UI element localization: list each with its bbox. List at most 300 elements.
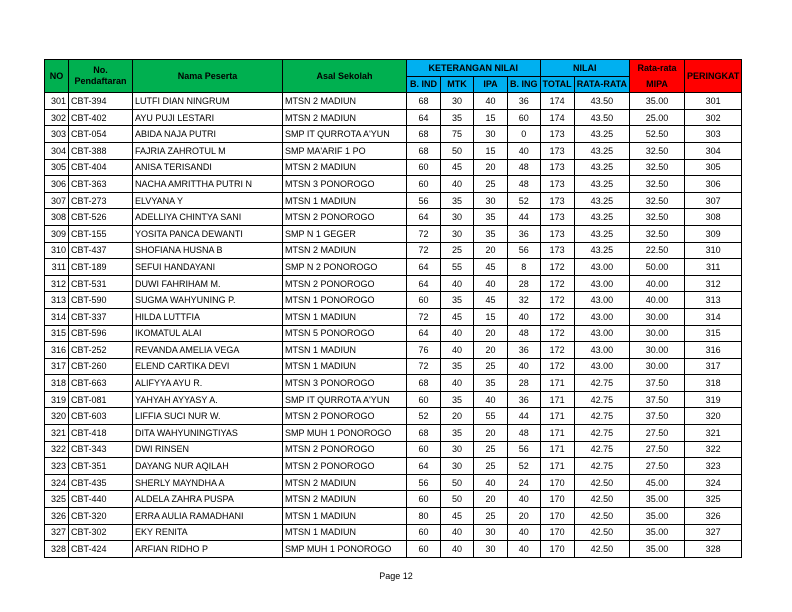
cell-asal-sekolah: SMP IT QURROTA A'YUN [283, 126, 407, 143]
table-row [45, 508, 742, 525]
cell-nama-peserta: DAYANG NUR AQILAH [133, 458, 283, 475]
cell-rata-rata: 43.00 [574, 292, 629, 309]
cell-total: 173 [540, 192, 574, 209]
table-row [45, 458, 742, 475]
table-row [45, 474, 742, 491]
cell-b-ing: 8 [508, 259, 541, 276]
cell-asal-sekolah: SMP MUH 1 PONOROGO [283, 425, 407, 442]
cell-peringkat: 303 [685, 126, 742, 143]
cell-b-ind: 68 [407, 375, 441, 392]
header-nama-peserta: Nama Peserta [133, 60, 283, 93]
table-row [45, 425, 742, 442]
cell-nama-peserta: LUTFI DIAN NINGRUM [133, 93, 283, 110]
cell-mtk: 45 [441, 508, 474, 525]
cell-b-ing: 36 [508, 225, 541, 242]
cell-asal-sekolah: MTSN 2 MADIUN [283, 93, 407, 110]
cell-mtk: 75 [441, 126, 474, 143]
cell-ipa: 45 [474, 292, 508, 309]
cell-b-ind: 68 [407, 93, 441, 110]
cell-no: 328 [45, 541, 69, 558]
cell-nama-peserta: SEFUI HANDAYANI [133, 259, 283, 276]
cell-rata-rata-mipa: 40.00 [630, 292, 685, 309]
cell-no-pendaftaran: CBT-252 [69, 342, 133, 359]
cell-peringkat: 304 [685, 142, 742, 159]
cell-b-ind: 60 [407, 541, 441, 558]
cell-rata-rata-mipa: 32.50 [630, 176, 685, 193]
table-row [45, 524, 742, 541]
cell-mtk: 30 [441, 441, 474, 458]
cell-b-ind: 56 [407, 192, 441, 209]
cell-nama-peserta: ADELLIYA CHINTYA SANI [133, 209, 283, 226]
cell-asal-sekolah: SMP N 2 PONOROGO [283, 259, 407, 276]
cell-peringkat: 312 [685, 275, 742, 292]
cell-asal-sekolah: MTSN 1 MADIUN [283, 308, 407, 325]
cell-total: 171 [540, 391, 574, 408]
cell-no: 321 [45, 425, 69, 442]
cell-total: 171 [540, 425, 574, 442]
cell-mtk: 45 [441, 159, 474, 176]
cell-no-pendaftaran: CBT-663 [69, 375, 133, 392]
header-b-ing: B. ING [508, 76, 541, 93]
cell-rata-rata-mipa: 35.00 [630, 491, 685, 508]
cell-ipa: 40 [474, 275, 508, 292]
cell-rata-rata-mipa: 52.50 [630, 126, 685, 143]
cell-b-ind: 64 [407, 275, 441, 292]
results-table [44, 59, 742, 558]
cell-b-ing: 24 [508, 474, 541, 491]
cell-b-ing: 28 [508, 275, 541, 292]
cell-b-ind: 56 [407, 474, 441, 491]
cell-nama-peserta: REVANDA AMELIA VEGA [133, 342, 283, 359]
cell-rata-rata-mipa: 35.00 [630, 93, 685, 110]
cell-ipa: 25 [474, 441, 508, 458]
cell-peringkat: 328 [685, 541, 742, 558]
cell-no-pendaftaran: CBT-320 [69, 508, 133, 525]
table-row [45, 275, 742, 292]
cell-total: 170 [540, 524, 574, 541]
table-row [45, 109, 742, 126]
cell-rata-rata-mipa: 27.50 [630, 425, 685, 442]
cell-total: 172 [540, 275, 574, 292]
cell-b-ing: 36 [508, 93, 541, 110]
cell-no-pendaftaran: CBT-394 [69, 93, 133, 110]
cell-b-ind: 60 [407, 524, 441, 541]
cell-rata-rata: 43.00 [574, 325, 629, 342]
cell-no-pendaftaran: CBT-363 [69, 176, 133, 193]
cell-b-ing: 52 [508, 192, 541, 209]
cell-total: 173 [540, 209, 574, 226]
cell-asal-sekolah: SMP MA'ARIF 1 PO [283, 142, 407, 159]
cell-no-pendaftaran: CBT-337 [69, 308, 133, 325]
cell-nama-peserta: DUWI FAHRIHAM M. [133, 275, 283, 292]
cell-b-ind: 60 [407, 441, 441, 458]
cell-b-ing: 40 [508, 524, 541, 541]
cell-nama-peserta: SHOFIANA HUSNA B [133, 242, 283, 259]
cell-asal-sekolah: MTSN 1 MADIUN [283, 524, 407, 541]
cell-total: 173 [540, 225, 574, 242]
table-row [45, 308, 742, 325]
cell-ipa: 20 [474, 425, 508, 442]
table-row [45, 126, 742, 143]
cell-ipa: 20 [474, 491, 508, 508]
cell-ipa: 20 [474, 242, 508, 259]
cell-total: 173 [540, 242, 574, 259]
cell-b-ind: 72 [407, 242, 441, 259]
cell-nama-peserta: SUGMA WAHYUNING P. [133, 292, 283, 309]
cell-total: 171 [540, 408, 574, 425]
cell-total: 170 [540, 491, 574, 508]
cell-total: 172 [540, 358, 574, 375]
header-rata-rata: RATA-RATA [574, 76, 629, 93]
cell-rata-rata: 43.25 [574, 159, 629, 176]
cell-no-pendaftaran: CBT-526 [69, 209, 133, 226]
cell-asal-sekolah: MTSN 2 MADIUN [283, 491, 407, 508]
cell-no-pendaftaran: CBT-155 [69, 225, 133, 242]
cell-peringkat: 311 [685, 259, 742, 276]
cell-rata-rata: 42.50 [574, 524, 629, 541]
cell-rata-rata: 43.25 [574, 242, 629, 259]
cell-b-ing: 32 [508, 292, 541, 309]
cell-nama-peserta: IKOMATUL ALAI [133, 325, 283, 342]
cell-no-pendaftaran: CBT-273 [69, 192, 133, 209]
cell-no-pendaftaran: CBT-054 [69, 126, 133, 143]
cell-b-ing: 48 [508, 159, 541, 176]
cell-no: 305 [45, 159, 69, 176]
cell-rata-rata: 42.75 [574, 408, 629, 425]
cell-b-ind: 60 [407, 292, 441, 309]
cell-no: 313 [45, 292, 69, 309]
cell-rata-rata: 42.75 [574, 391, 629, 408]
cell-b-ind: 60 [407, 159, 441, 176]
cell-peringkat: 317 [685, 358, 742, 375]
cell-b-ind: 76 [407, 342, 441, 359]
cell-no-pendaftaran: CBT-440 [69, 491, 133, 508]
cell-b-ing: 48 [508, 425, 541, 442]
cell-peringkat: 315 [685, 325, 742, 342]
cell-total: 172 [540, 259, 574, 276]
cell-mtk: 50 [441, 142, 474, 159]
cell-peringkat: 310 [685, 242, 742, 259]
cell-ipa: 25 [474, 176, 508, 193]
cell-rata-rata-mipa: 32.50 [630, 142, 685, 159]
cell-rata-rata-mipa: 32.50 [630, 159, 685, 176]
cell-mtk: 25 [441, 242, 474, 259]
cell-rata-rata-mipa: 25.00 [630, 109, 685, 126]
table-row [45, 259, 742, 276]
cell-ipa: 55 [474, 408, 508, 425]
cell-total: 171 [540, 458, 574, 475]
cell-rata-rata: 42.50 [574, 541, 629, 558]
cell-total: 172 [540, 342, 574, 359]
cell-asal-sekolah: MTSN 2 MADIUN [283, 109, 407, 126]
cell-peringkat: 321 [685, 425, 742, 442]
cell-rata-rata-mipa: 45.00 [630, 474, 685, 491]
cell-ipa: 20 [474, 342, 508, 359]
header-mtk: MTK [441, 76, 474, 93]
cell-mtk: 20 [441, 408, 474, 425]
cell-mtk: 40 [441, 176, 474, 193]
cell-rata-rata: 42.75 [574, 458, 629, 475]
cell-peringkat: 323 [685, 458, 742, 475]
cell-peringkat: 316 [685, 342, 742, 359]
cell-asal-sekolah: SMP MUH 1 PONOROGO [283, 541, 407, 558]
table-row [45, 225, 742, 242]
cell-b-ind: 80 [407, 508, 441, 525]
cell-no-pendaftaran: CBT-418 [69, 425, 133, 442]
cell-no-pendaftaran: CBT-081 [69, 391, 133, 408]
cell-total: 173 [540, 159, 574, 176]
cell-b-ind: 68 [407, 425, 441, 442]
cell-peringkat: 326 [685, 508, 742, 525]
cell-asal-sekolah: MTSN 2 MADIUN [283, 242, 407, 259]
header-asal-sekolah: Asal Sekolah [283, 60, 407, 93]
cell-total: 170 [540, 508, 574, 525]
cell-ipa: 30 [474, 126, 508, 143]
table-row [45, 391, 742, 408]
cell-ipa: 35 [474, 375, 508, 392]
page-number: Page 12 [379, 571, 413, 581]
cell-rata-rata: 42.50 [574, 508, 629, 525]
cell-peringkat: 320 [685, 408, 742, 425]
cell-b-ing: 52 [508, 458, 541, 475]
table-row [45, 325, 742, 342]
cell-nama-peserta: DWI RINSEN [133, 441, 283, 458]
cell-b-ing: 0 [508, 126, 541, 143]
cell-b-ing: 56 [508, 441, 541, 458]
header-ipa: IPA [474, 76, 508, 93]
cell-mtk: 35 [441, 358, 474, 375]
cell-total: 172 [540, 325, 574, 342]
cell-no-pendaftaran: CBT-531 [69, 275, 133, 292]
cell-peringkat: 325 [685, 491, 742, 508]
cell-rata-rata: 43.00 [574, 275, 629, 292]
cell-asal-sekolah: MTSN 2 PONOROGO [283, 408, 407, 425]
cell-nama-peserta: SHERLY MAYNDHA A [133, 474, 283, 491]
cell-peringkat: 319 [685, 391, 742, 408]
cell-ipa: 20 [474, 325, 508, 342]
cell-ipa: 40 [474, 391, 508, 408]
cell-ipa: 35 [474, 209, 508, 226]
table-row [45, 159, 742, 176]
cell-nama-peserta: ARFIAN RIDHO P [133, 541, 283, 558]
cell-rata-rata: 42.75 [574, 425, 629, 442]
cell-mtk: 30 [441, 458, 474, 475]
cell-mtk: 40 [441, 524, 474, 541]
cell-rata-rata: 43.00 [574, 342, 629, 359]
cell-no-pendaftaran: CBT-260 [69, 358, 133, 375]
cell-rata-rata: 43.25 [574, 192, 629, 209]
cell-total: 174 [540, 109, 574, 126]
cell-total: 173 [540, 126, 574, 143]
cell-mtk: 40 [441, 375, 474, 392]
cell-asal-sekolah: MTSN 5 PONOROGO [283, 325, 407, 342]
cell-rata-rata-mipa: 32.50 [630, 209, 685, 226]
cell-no-pendaftaran: CBT-437 [69, 242, 133, 259]
cell-no: 324 [45, 474, 69, 491]
cell-asal-sekolah: MTSN 2 MADIUN [283, 159, 407, 176]
cell-nama-peserta: HILDA LUTTFIA [133, 308, 283, 325]
cell-total: 172 [540, 308, 574, 325]
cell-peringkat: 309 [685, 225, 742, 242]
cell-no: 322 [45, 441, 69, 458]
cell-b-ing: 48 [508, 176, 541, 193]
cell-b-ind: 72 [407, 225, 441, 242]
cell-nama-peserta: LIFFIA SUCI NUR W. [133, 408, 283, 425]
cell-nama-peserta: ERRA AULIA RAMADHANI [133, 508, 283, 525]
cell-asal-sekolah: MTSN 1 MADIUN [283, 342, 407, 359]
cell-no: 320 [45, 408, 69, 425]
cell-rata-rata: 42.75 [574, 441, 629, 458]
cell-rata-rata-mipa: 27.50 [630, 441, 685, 458]
cell-b-ing: 44 [508, 408, 541, 425]
table-row [45, 358, 742, 375]
cell-peringkat: 301 [685, 93, 742, 110]
cell-mtk: 55 [441, 259, 474, 276]
cell-ipa: 30 [474, 541, 508, 558]
cell-no: 306 [45, 176, 69, 193]
cell-rata-rata-mipa: 35.00 [630, 524, 685, 541]
cell-no-pendaftaran: CBT-603 [69, 408, 133, 425]
cell-mtk: 35 [441, 425, 474, 442]
cell-nama-peserta: EKY RENITA [133, 524, 283, 541]
cell-peringkat: 324 [685, 474, 742, 491]
header-no: NO [45, 60, 69, 93]
cell-no: 301 [45, 93, 69, 110]
cell-b-ing: 40 [508, 541, 541, 558]
cell-no: 311 [45, 259, 69, 276]
cell-asal-sekolah: MTSN 1 MADIUN [283, 508, 407, 525]
cell-no-pendaftaran: CBT-590 [69, 292, 133, 309]
cell-rata-rata-mipa: 30.00 [630, 342, 685, 359]
cell-b-ing: 40 [508, 491, 541, 508]
cell-mtk: 40 [441, 342, 474, 359]
cell-ipa: 25 [474, 358, 508, 375]
cell-asal-sekolah: MTSN 3 PONOROGO [283, 176, 407, 193]
header-b-ind: B. IND [407, 76, 441, 93]
cell-b-ing: 20 [508, 508, 541, 525]
cell-rata-rata-mipa: 37.50 [630, 375, 685, 392]
cell-no: 302 [45, 109, 69, 126]
header-nilai: NILAI [540, 60, 630, 77]
cell-asal-sekolah: SMP N 1 GEGER [283, 225, 407, 242]
cell-mtk: 35 [441, 292, 474, 309]
cell-no-pendaftaran: CBT-596 [69, 325, 133, 342]
cell-rata-rata: 43.00 [574, 259, 629, 276]
cell-no-pendaftaran: CBT-343 [69, 441, 133, 458]
cell-asal-sekolah: MTSN 3 PONOROGO [283, 375, 407, 392]
table-row [45, 441, 742, 458]
cell-b-ind: 72 [407, 358, 441, 375]
table-row [45, 375, 742, 392]
cell-no-pendaftaran: CBT-388 [69, 142, 133, 159]
cell-b-ind: 60 [407, 491, 441, 508]
header-no-pendaftaran: No. Pendaftaran [69, 60, 133, 93]
cell-total: 174 [540, 93, 574, 110]
table-row [45, 93, 742, 110]
cell-nama-peserta: ELVYANA Y [133, 192, 283, 209]
cell-mtk: 45 [441, 308, 474, 325]
cell-peringkat: 306 [685, 176, 742, 193]
cell-nama-peserta: YAHYAH AYYASY A. [133, 391, 283, 408]
cell-b-ind: 72 [407, 308, 441, 325]
cell-no: 316 [45, 342, 69, 359]
cell-nama-peserta: ALDELA ZAHRA PUSPA [133, 491, 283, 508]
cell-nama-peserta: FAJRIA ZAHROTUL M [133, 142, 283, 159]
cell-b-ind: 64 [407, 325, 441, 342]
cell-rata-rata-mipa: 27.50 [630, 458, 685, 475]
cell-ipa: 15 [474, 308, 508, 325]
cell-rata-rata-mipa: 30.00 [630, 325, 685, 342]
cell-ipa: 25 [474, 508, 508, 525]
cell-rata-rata-mipa: 22.50 [630, 242, 685, 259]
cell-no: 325 [45, 491, 69, 508]
table-row [45, 192, 742, 209]
cell-rata-rata: 43.00 [574, 308, 629, 325]
cell-rata-rata-mipa: 32.50 [630, 192, 685, 209]
cell-mtk: 35 [441, 109, 474, 126]
cell-nama-peserta: NACHA AMRITTHA PUTRI N [133, 176, 283, 193]
cell-no-pendaftaran: CBT-302 [69, 524, 133, 541]
cell-ipa: 45 [474, 259, 508, 276]
cell-peringkat: 314 [685, 308, 742, 325]
cell-rata-rata-mipa: 37.50 [630, 391, 685, 408]
cell-ipa: 15 [474, 109, 508, 126]
table-row [45, 142, 742, 159]
cell-ipa: 25 [474, 458, 508, 475]
cell-ipa: 30 [474, 192, 508, 209]
cell-nama-peserta: ANISA TERISANDI [133, 159, 283, 176]
cell-mtk: 30 [441, 209, 474, 226]
cell-total: 170 [540, 541, 574, 558]
cell-b-ind: 64 [407, 259, 441, 276]
cell-no-pendaftaran: CBT-351 [69, 458, 133, 475]
cell-rata-rata: 43.25 [574, 209, 629, 226]
cell-peringkat: 308 [685, 209, 742, 226]
cell-asal-sekolah: MTSN 2 PONOROGO [283, 441, 407, 458]
cell-nama-peserta: AYU PUJI LESTARI [133, 109, 283, 126]
cell-rata-rata-mipa: 35.00 [630, 541, 685, 558]
cell-b-ind: 64 [407, 109, 441, 126]
cell-asal-sekolah: MTSN 1 MADIUN [283, 358, 407, 375]
cell-mtk: 35 [441, 391, 474, 408]
cell-no: 314 [45, 308, 69, 325]
cell-no-pendaftaran: CBT-404 [69, 159, 133, 176]
cell-rata-rata: 42.50 [574, 491, 629, 508]
cell-asal-sekolah: MTSN 1 MADIUN [283, 192, 407, 209]
cell-rata-rata: 43.25 [574, 176, 629, 193]
cell-rata-rata-mipa: 30.00 [630, 358, 685, 375]
cell-mtk: 40 [441, 275, 474, 292]
cell-ipa: 35 [474, 225, 508, 242]
cell-b-ind: 68 [407, 126, 441, 143]
header-peringkat: PERINGKAT [685, 60, 742, 93]
cell-b-ing: 28 [508, 375, 541, 392]
cell-mtk: 35 [441, 192, 474, 209]
cell-asal-sekolah: MTSN 1 PONOROGO [283, 292, 407, 309]
cell-b-ind: 60 [407, 176, 441, 193]
cell-mtk: 50 [441, 474, 474, 491]
cell-ipa: 30 [474, 524, 508, 541]
cell-no: 308 [45, 209, 69, 226]
header-total: TOTAL [540, 76, 574, 93]
cell-rata-rata: 43.00 [574, 358, 629, 375]
cell-nama-peserta: YOSITA PANCA DEWANTI [133, 225, 283, 242]
cell-no: 323 [45, 458, 69, 475]
table-body [45, 93, 742, 558]
cell-no: 317 [45, 358, 69, 375]
cell-b-ind: 64 [407, 209, 441, 226]
cell-rata-rata-mipa: 32.50 [630, 225, 685, 242]
